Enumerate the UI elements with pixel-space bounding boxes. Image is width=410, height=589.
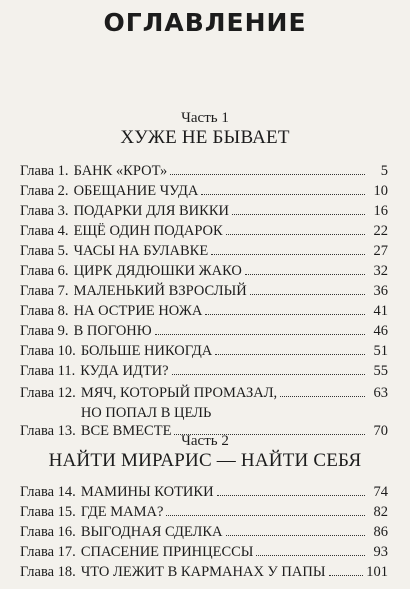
chapter-label: Глава 17. [20, 544, 76, 560]
chapter-label: Глава 3. [20, 203, 69, 219]
toc-entry-chapter-14[interactable] [20, 484, 388, 504]
chapter-label: Глава 1. [20, 163, 69, 179]
chapter-label: Глава 7. [20, 283, 69, 299]
dot-leader [280, 396, 365, 397]
page-title: ОГЛАВЛЕНИЕ [103, 8, 307, 37]
dot-leader [155, 334, 365, 335]
chapter-title: В ПОГОНЮ [73, 323, 152, 339]
dot-leader [226, 535, 365, 536]
page-number: 55 [373, 363, 388, 379]
chapter-title: КУДА ИДТИ? [80, 363, 169, 379]
dot-leader [201, 194, 365, 195]
chapter-title: БАНК «КРОТ» [73, 163, 168, 179]
dot-leader [170, 174, 365, 175]
part-1-number: Часть 1 [181, 110, 229, 126]
chapter-title: ГДЕ МАМА? [80, 504, 164, 520]
dot-leader [245, 274, 365, 275]
dot-leader [250, 294, 365, 295]
toc-entry-chapter-2[interactable] [20, 183, 388, 203]
chapter-title: ЧТО ЛЕЖИТ В КАРМАНАХ У ПАПЫ [80, 564, 326, 580]
page-number: 74 [373, 484, 388, 500]
chapter-label: Глава 18. [20, 564, 76, 580]
chapter-title: ВЫГОДНАЯ СДЕЛКА [80, 524, 223, 540]
part-2-title: НАЙТИ МИРАРИС — НАЙТИ СЕБЯ [48, 450, 362, 471]
page-number: 101 [366, 564, 388, 580]
chapter-label: Глава 5. [20, 243, 69, 259]
dot-leader [211, 254, 365, 255]
dot-leader [215, 354, 365, 355]
page-number: 41 [373, 303, 388, 319]
chapter-label: Глава 2. [20, 183, 69, 199]
chapter-label: Глава 9. [20, 323, 69, 339]
page-number: 27 [373, 243, 388, 259]
chapter-label: Глава 6. [20, 263, 69, 279]
chapter-title: ЧАСЫ НА БУЛАВКЕ [73, 243, 209, 259]
page-number: 93 [373, 544, 388, 560]
page-number: 46 [373, 323, 388, 339]
chapter-label: Глава 12. [20, 385, 76, 401]
chapter-title-line-2: НО ПОПАЛ В ЦЕЛЬ [80, 405, 212, 421]
chapter-title [81, 383, 277, 423]
page-number: 51 [373, 343, 388, 359]
chapter-label: Глава 10. [20, 343, 76, 359]
chapter-label: Глава 14. [20, 484, 76, 500]
toc-entry-chapter-18[interactable] [20, 564, 388, 584]
chapter-label: Глава 13. [20, 423, 76, 439]
toc-entry-chapter-3[interactable] [20, 203, 388, 223]
chapter-title: ЦИРК ДЯДЮШКИ ЖАКО [73, 263, 242, 279]
toc-entry-chapter-16[interactable] [20, 524, 388, 544]
dot-leader [232, 214, 365, 215]
toc-entry-chapter-17[interactable] [20, 544, 388, 564]
chapter-title: НА ОСТРИЕ НОЖА [73, 303, 203, 319]
dot-leader [226, 234, 365, 235]
toc-entry-chapter-10[interactable] [20, 343, 388, 363]
page-number: 32 [373, 263, 388, 279]
toc-entry-chapter-15[interactable] [20, 504, 388, 524]
dot-leader [217, 495, 365, 496]
dot-leader [166, 515, 365, 516]
part-2-number: Часть 2 [181, 433, 229, 449]
page-number: 16 [373, 203, 388, 219]
chapter-title: МАМИНЫ КОТИКИ [80, 484, 214, 500]
toc-entry-chapter-11[interactable] [20, 363, 388, 383]
dot-leader [256, 555, 365, 556]
chapter-title: ВСЕ ВМЕСТЕ [80, 423, 172, 439]
page-number: 70 [373, 423, 388, 439]
page-number: 5 [380, 163, 388, 179]
toc-entry-chapter-4[interactable] [20, 223, 388, 243]
toc-entry-chapter-1[interactable] [20, 163, 388, 183]
chapter-title: ОБЕЩАНИЕ ЧУДА [73, 183, 199, 199]
chapter-label: Глава 15. [20, 504, 76, 520]
page-number: 86 [373, 524, 388, 540]
toc-entry-chapter-7[interactable] [20, 283, 388, 303]
chapter-title: МАЛЕНЬКИЙ ВЗРОСЛЫЙ [73, 283, 247, 299]
page-number: 36 [373, 283, 388, 299]
chapter-label: Глава 4. [20, 223, 69, 239]
part-1-title: ХУЖЕ НЕ БЫВАЕТ [120, 127, 290, 148]
chapter-title-line-1: МЯЧ, КОТОРЫЙ ПРОМАЗАЛ, [80, 385, 278, 401]
part-1-chapter-list [20, 163, 388, 443]
dot-leader [172, 374, 365, 375]
chapter-title: ПОДАРКИ ДЛЯ ВИККИ [73, 203, 229, 219]
chapter-title: СПАСЕНИЕ ПРИНЦЕССЫ [80, 544, 254, 560]
chapter-title: ЕЩЁ ОДИН ПОДАРОК [73, 223, 223, 239]
dot-leader [205, 314, 365, 315]
toc-entry-chapter-9[interactable] [20, 323, 388, 343]
page-number: 22 [373, 223, 388, 239]
page-number: 63 [373, 385, 388, 401]
chapter-label: Глава 11. [20, 363, 76, 379]
chapter-label: Глава 16. [20, 524, 76, 540]
part-2-chapter-list [20, 484, 388, 584]
dot-leader [329, 575, 364, 576]
toc-entry-chapter-5[interactable] [20, 243, 388, 263]
chapter-label: Глава 8. [20, 303, 69, 319]
page-number: 10 [373, 183, 388, 199]
toc-entry-chapter-6[interactable] [20, 263, 388, 283]
chapter-title: БОЛЬШЕ НИКОГДА [80, 343, 213, 359]
toc-entry-chapter-8[interactable] [20, 303, 388, 323]
page-number: 82 [373, 504, 388, 520]
toc-entry-chapter-12[interactable] [20, 383, 388, 423]
